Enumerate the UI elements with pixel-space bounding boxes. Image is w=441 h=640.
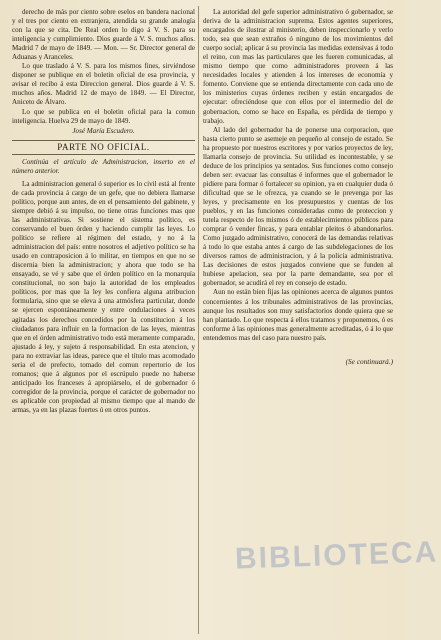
authority-paragraph: La autoridad del gefe superior administrativo ó gobernador, se deriva de la administracion suprema. Estos agentes superiores, encargados de ilustrar al ministerio, deben inspeccionarlo y verlo todo, sea que sean extraños ó ninguno de los movimientos del cuerpo social; aplicar á su provincia las medidas extensivas á todo el reino, con mas las particulares que les fueren comunicadas, al mismo tiempo que como administradores proveen á las necesidades locales y atienden á los intereses de economía y fomento. Conviene que se entienda directamente con cada uno de los ministerios cuyas órdenes reciben y están encargados de ejecutar: ofreciéndose que con ellos por el intermedio del de gobernacion, como se hace en España, es pérdida de tiempo y trabajo.	[203, 8, 393, 125]
tribunals-paragraph: Aun no están bien fijas las opiniones acerca de algunos puntos concernientes á los tribunales administrativos de las provincias, aunque los resultados son muy satisfactorios donde quiera que se han plantado. Lo que respecta á ellos tratamos y proponemos, ó es conforme á las opiniones mas generalmente acreditadas, ó á lo que entendemos mas del caso para nuestro país.	[203, 288, 393, 342]
signature: José María Escudero.	[72, 126, 135, 135]
transfer-paragraph: Lo que traslado á V. S. para los mismos fines, sirviéndose disponer se publique en el boletin oficial de esa provincia, y avisar el recibo á esta Direccion general. Dios guarde á V. S. muchos años. Madrid 12 de mayo de 1849. — El Director, Aniceto de Álvaro.	[12, 62, 195, 107]
continuation-note: (Se continuará.)	[345, 356, 393, 366]
column-divider	[198, 6, 199, 634]
article-body: La administracion general ó superior es lo civil está al frente de cada provincia á cargo de un gefe, que no debiera llamarse político, porque aun antes, de en el pensamiento del gabinete, y siempre debió á su impulso, no tiene otras funciones mas que las administrativas. Si sostiene el sistema político, es conservando el buen órden y haciendo cumplir las leyes. Lo político se refiere al régimen del estado, y no á la administracion del país: entre nosotros el adjetivo político se ha usado en contraposicion á lo militar, en tiempos en que no se discernia bien la administracion; y ahora que todo se ha ensayado, se vé y sabe que el órden político en la monarquía constitucional, no son bajo la autoridad de los empleados políticos, por mas que la ley les confiera alguna atribucion formularia, sino que se eleva á una atmósfera particular, donde se ejercen espontáneamente y entre ondulaciones á veces agitadas los derechos concedidos por la constitucion á los ciudadanos para influir en la formacion de las leyes, mientras que en el órden administrativo todo está meramente comparado, ajustado á ley, y sujeto á responsabilidad. En esta atencion, y para no extraviar las ideas, parece que el título mas acomodado seria el de prefecto, tomado del comun repertorio de los romanos; que á algunos por el escrúpulo puede no haberse anticipado los franceses á apropiárselo, el de gobernador ó corregidor de la provincia, porque el carácter de gobernador no es aplicable con propiedad al mismo tiempo que al mando de armas, ya en las plazas fuertes ú en otros puntos.	[12, 179, 195, 414]
right-column	[203, 8, 393, 366]
library-stamp	[234, 535, 439, 634]
decree-paragraph: derecho de más por ciento sobre eselos en bandera nacional y el tres por ciento en extranjera, atendida su grande analogía con la que se cita. De Real orden lo digo á V. S. para su inteligencia y cumplimiento. Dios guarde á V. S. muchos años. Madrid 7 de mayo de 1849. — Mon. — Sr. Director general de Aduanas y Aranceles.	[12, 8, 195, 62]
article-subtitle: Continúa el artículo de Administracion, inserto en el número anterior.	[12, 157, 195, 175]
section-title: PARTE NO OFICIAL.	[12, 140, 195, 155]
stamp-text: BIBLIOTECA	[234, 535, 439, 576]
left-column	[12, 8, 195, 415]
council-paragraph: Al lado del gobernador ha de ponerse una corporacion, que hasta cierto punto se asemeje en pequeño al consejo de estado. Se ha propuesto por nuestros escritores y por varios proyectos de ley, llamarla consejo de provincia. Su utilidad es incontestable, y se deduce de los principios ya sentados. Sus funciones como consejo deben ser: evacuar las consultas é informes que el gobernador le pidiere para formar ó fortalecer su opinion, ya en cualquier duda ó dificultad que se le ofrezca, ya cuando se le prevenga por las leyes, y precisamente en los presupuestos y cuentas de los pueblos, y en las funciones consideradas como de proteccion y tutela respecto de los mismos ó de establecimientos públicos para comprar ó vender fincas, y para entablar pleitos ó abandonarlos. Como juzgado administrativo, conocerá de las demandas relativas á todo lo que estaba antes á cargo de las subdelegaciones de los diversos ramos de administracion, y á la policía administrativa. Las decisiones de estos juzgados conviene que se funden al hubiese apelacion, sea por la parte demandante, sea por el gobernador, se acudirá el rey en consejo de estado.	[203, 125, 393, 288]
publication-paragraph: Lo que se publica en el boletin oficial para la comun inteligencia. Huelva 29 de mayo de 1849.	[12, 107, 195, 125]
